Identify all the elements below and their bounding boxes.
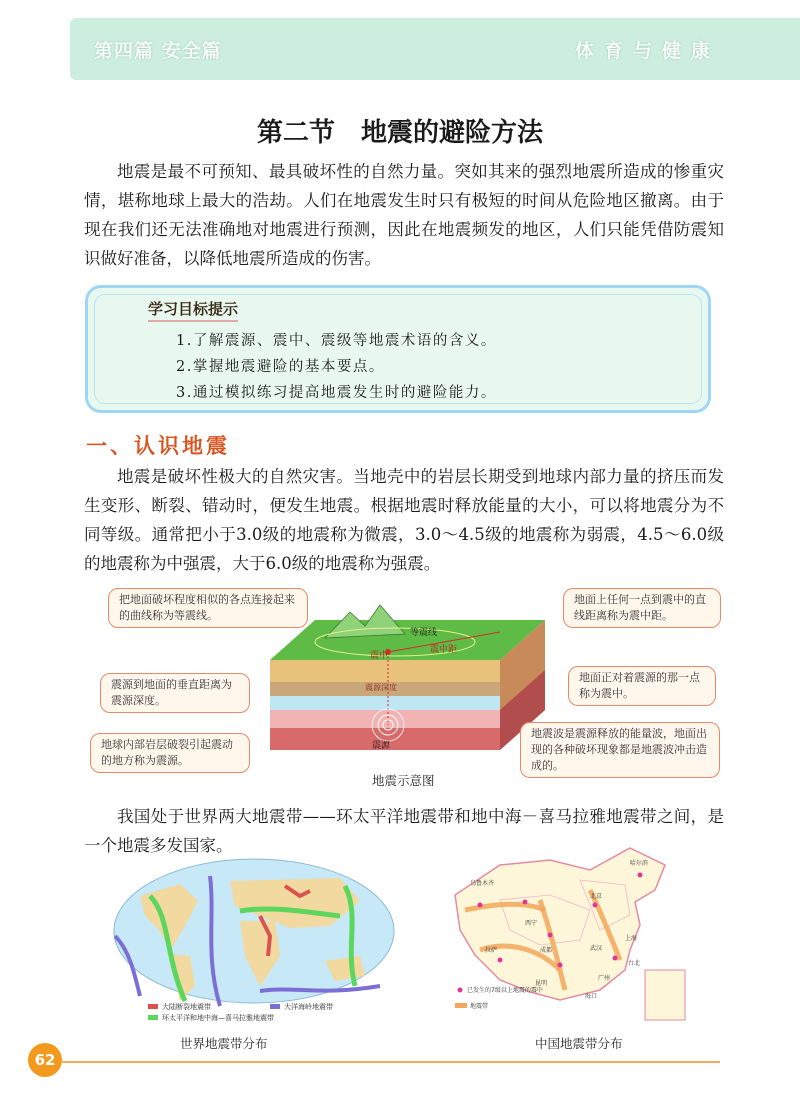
goals-title: 学习目标提示 (148, 298, 238, 322)
china-legend-epicenter: 已发生的7级以上地震的震中 (467, 987, 543, 994)
goal-item-1: 1.了解震源、震中、震级等地震术语的含义。 (176, 333, 497, 349)
city-label: 昆明 (535, 980, 548, 987)
world-map-caption: 世界地震带分布 (180, 1036, 268, 1051)
earthquake-diagram (270, 590, 560, 770)
china-seismic-map (440, 840, 690, 1028)
footer-rule (62, 1061, 720, 1063)
learning-goals-box (85, 285, 711, 413)
callout-isoseismal: 把地面破坏程度相似的各点连接起来的曲线称为等震线。 (108, 588, 308, 628)
callout-depth: 震源到地面的垂直距离为震源深度。 (100, 673, 250, 713)
city-label: 西宁 (525, 920, 538, 927)
city-label: 成都 (540, 947, 553, 954)
callout-seismic-wave: 地震波是震源释放的能量波，地面出现的各种破坏现象都是地震波冲击造成的。 (520, 722, 720, 778)
city-label: 哈尔滨 (630, 860, 649, 867)
callout-distance: 地面上任何一点到震中的直线距离称为震中距。 (563, 588, 721, 628)
city-label: 海口 (585, 993, 598, 1000)
city-label: 乌鲁木齐 (470, 880, 495, 887)
label-distance: 震中距 (430, 645, 458, 655)
china-legend-belt: 地震带 (470, 1003, 489, 1010)
section-paragraph: 地震是破坏性极大的自然灾害。当地壳中的岩层长期受到地球内部力量的挤压而发生变形、断裂、错动时，便发生地震。根据地震时释放能量的大小，可以将地震分为不同等级。通常把小于3.0级的地震称为微震，3.0～4.5级的地震称为弱震，4.5～6.0级的地震称为中强震，大于6.0级的地震称为强震。 (84, 467, 724, 573)
goal-item-3: 3.通过模拟练习提高地震发生时的避险能力。 (176, 385, 497, 401)
label-focus: 震源 (372, 741, 391, 751)
page-title (0, 112, 800, 149)
china-map-caption: 中国地震带分布 (535, 1036, 623, 1051)
callout-focus: 地球内部岩层破裂引起震动的地方称为震源。 (90, 733, 250, 773)
section-heading: 一、认识地震 (86, 434, 230, 458)
title-section-number: 第二节 (256, 118, 335, 148)
city-label: 北京 (590, 893, 603, 900)
page-header (70, 18, 800, 80)
world-legend-pacific: 环太平洋和地中海—喜马拉雅地震带 (162, 1014, 274, 1022)
city-label: 台北 (628, 960, 641, 967)
city-label: 武汉 (590, 945, 603, 952)
world-legend-continental: 大陆断裂地震带 (162, 1003, 211, 1011)
goal-item-2: 2.掌握地震避险的基本要点。 (176, 359, 385, 375)
header-book-title: 体育与健康 (574, 40, 720, 62)
world-seismic-map (110, 856, 398, 1028)
diagram-caption: 地震示意图 (372, 773, 435, 788)
world-legend-ocean-ridge: 大洋海岭地震带 (284, 1003, 333, 1011)
header-section: 第四篇 安全篇 (94, 40, 222, 62)
title-text: 地震的避险方法 (361, 118, 544, 148)
callout-epicenter: 地面正对着震源的那一点称为震中。 (568, 666, 716, 706)
label-isoseismal: 等震线 (410, 628, 438, 638)
china-paragraph: 我国处于世界两大地震带——环太平洋地震带和地中海－喜马拉雅地震带之间，是一个地震多发国家。 (84, 807, 724, 855)
label-epicenter: 震中 (370, 651, 389, 661)
city-label: 拉萨 (485, 947, 498, 954)
page-number: 62 (28, 1043, 62, 1077)
city-label: 广州 (598, 975, 611, 982)
intro-paragraph: 地震是最不可预知、最具破坏性的自然力量。突如其来的强烈地震所造成的惨重灾情，堪称地球上最大的浩劫。人们在地震发生时只有极短的时间从危险地区撤离。由于现在我们还无法准确地对地震进行预测，因此在地震频发的地区，人们只能凭借防震知识做好准备，以降低地震所造成的伤害。 (84, 162, 724, 268)
label-depth: 震源深度 (365, 683, 397, 692)
city-label: 上海 (625, 935, 638, 942)
